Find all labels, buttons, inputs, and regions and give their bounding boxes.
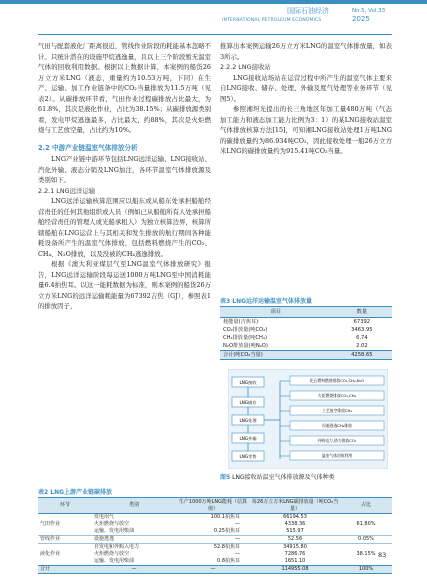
table-header: 项目 (220, 307, 332, 318)
svg-text:LNG零售: LNG零售 (239, 454, 257, 459)
subsection-heading: 2.2.2 LNG接收站 (220, 63, 271, 71)
stage-lng-processing (232, 415, 264, 425)
year-label: 2025 (352, 15, 370, 23)
table-header: 生产1000万吨LNG能耗（估算值） (176, 498, 250, 514)
table-total-row (38, 566, 392, 574)
figure-caption-text: LNG接收站温室气体排放源及气体种类 (232, 474, 335, 481)
svg-text:化石燃料燃烧排放CO₂,CH₄,N₂O: 化石燃料燃烧排放CO₂,CH₄,N₂O (309, 378, 365, 384)
left-column (38, 41, 211, 312)
journal-title: 国际石油经济 (287, 7, 329, 15)
paragraph: 推算出本案例运输26万立方米LNG的温室气体排放量，如表3所示。 (220, 42, 392, 61)
table-cell: 气田作业 (38, 514, 92, 536)
paragraph: 气田与配套液化厂距离很近，管线作业阶段的耗能基本忽略不计。只统计潜在的设施甲烷逃逸量，且以上三个阶段暂无温室气体的回收利用数据。根据以上数据计算，本案例的船货26万立方米LNG（液态，重量约为10.53万吨，下同）在生产、运输、加工作业链条中的CO₂当量排放为11.5万吨（见表2）。从碳排放环节看，气田作业过程碳排放占比最大，为61.8%，其次是液化作业，占比为38.15%；从碳排放源类别看，发电甲烷逃逸最多，占比最大，约88%，其次是火炬燃烧与工艺放空量，占比约为10%。 (38, 42, 211, 134)
table-cell: 自发电和外购入电力 (92, 544, 176, 552)
table-row (38, 544, 392, 552)
table-cell: 38.15% (340, 544, 392, 566)
table-cell: 设施逃逸 (92, 536, 176, 544)
table-header: 数量 (332, 307, 392, 318)
table-cell: 4258.65 (332, 351, 392, 360)
table-cell: 液化作业 (38, 544, 92, 566)
table-header: 占比 (340, 498, 392, 514)
svg-text:温室气体回收利用: 温室气体回收利用 (321, 453, 353, 459)
svg-text:LNG储存: LNG储存 (239, 400, 257, 405)
stage-lng-export (232, 433, 264, 443)
table-cell: — (235, 521, 240, 527)
table-row (220, 318, 392, 327)
table-cell: 0.25拍焦耳 (213, 528, 240, 534)
table-cell: 0.8拍焦耳 (217, 558, 240, 564)
table2-caption: 表2 LNG上游产业链碳排放 (38, 489, 113, 496)
table-cell: — (176, 536, 250, 544)
right-column (220, 41, 392, 157)
table-cell: 运输、发电用柴油 (94, 558, 135, 564)
table-cell: 4338.36 (284, 521, 306, 527)
table3-caption: 表3 LNG远洋运输温室气体排放量 (220, 298, 313, 305)
header-rule (38, 34, 392, 35)
table-cell: 100% (340, 566, 392, 574)
table2 (38, 497, 392, 574)
table-cell: 61.80% (340, 514, 392, 536)
table-row (38, 528, 392, 536)
table-cell: 0.05% (340, 536, 392, 544)
table-cell: 1651.10 (284, 558, 306, 564)
table-cell: 火炬燃烧与放空 (94, 521, 130, 527)
table3 (220, 306, 392, 360)
page-number: 83 (378, 551, 387, 559)
figure5-caption (220, 472, 335, 481)
table-row (38, 514, 392, 522)
table-row (220, 326, 392, 334)
table-cell: — (92, 566, 176, 574)
table-cell: CH₄排放量(吨CH₄) (223, 335, 268, 341)
table-cell: 6.74 (356, 335, 368, 341)
table-cell: N₂O排放量(吨N₂O) (223, 343, 268, 349)
table-cell: 52.56 (250, 536, 340, 544)
table-cell: 66194.53 (250, 514, 340, 522)
paragraph: 参照湘坦光提出的长三角地区年加工量480万吨（气态加工能力和液态加工能力比例为3：1）的某LNG接收站温室气体排放核算方法[15]，可知湘LNG接收站处理1万吨LNG的碳排放量约为86.934吨CO₂，因此接收处理一船26万立方米LNG的碳排放量约为915.41吨CO₂当量。 (220, 105, 392, 155)
table-total-row (220, 351, 392, 360)
emission-source-recovery (280, 451, 384, 460)
svg-text:火炬燃烧排放CO₂,CH₄: 火炬燃烧排放CO₂,CH₄ (317, 393, 357, 399)
table-cell: 52.8拍焦耳 (176, 544, 250, 552)
table-cell: 合计(吨CO₂当量) (220, 351, 332, 360)
stage-lng-receive (232, 377, 264, 387)
table-cell: 管线作业 (38, 536, 92, 544)
table-cell: 2.02 (356, 343, 368, 349)
table-cell: 合计 (38, 566, 92, 574)
table-cell: 67392 (353, 319, 371, 325)
table-cell: 运输、发电用柴油 (94, 528, 135, 534)
table-cell: 火炬燃烧与放空 (94, 551, 130, 557)
paragraph: LNG远洋运输核算范围应以船东或从船东处承担船舶经营责任的任何其他组织或人员（例如已从船舶所有人处承担船舶经营责任的管理人或光船承租人）为独立核算边界，核算所辖船舶在LNG运营上与其相关和发生排放的航行期间各种能耗设备所产生的温室气体排放，包括燃料燃烧产生的CO₂、CH₄、N₂O排放，以及没被的CH₄逃逸排放。 (38, 197, 211, 258)
table-row (38, 521, 392, 528)
table-cell: — (176, 566, 250, 574)
paragraph: 根据《澳大利亚煤层气至LNG温室气体排放研究》报告，LNG远洋运输阶段每运送1000万吨LNG至中国消耗能量6.4拍焦耳。以这一能耗数据为标准，则本案例的船货26万立方米LNG的远洋运输耗能量为67392吉焦（GJ），参照表1的排放因子， (38, 260, 211, 310)
table-cell: — (235, 551, 240, 557)
subsection-heading: 2.2.1 LNG远洋运输 (38, 186, 96, 195)
emission-source-purchased-power (280, 436, 384, 445)
paragraph: LNG接收站场站在运营过程中所产生的温室气体主要来自LNG接收、储存、处理、外输及度气处理等业务环节（见图5）。 (220, 73, 392, 103)
journal-english-title: INTERNATIONAL PETROLEUM ECONOMICS (222, 18, 322, 23)
table-row (38, 551, 392, 558)
emission-source-venting (280, 406, 384, 415)
stage-lng-storage (232, 397, 264, 407)
figure5-diagram (228, 369, 388, 469)
svg-text:LNG处理: LNG处理 (239, 418, 257, 423)
table-header: 环节 (38, 498, 92, 514)
table-cell: 7286.76 (284, 551, 306, 557)
table-row (220, 334, 392, 342)
table-header: 类别 (92, 498, 176, 514)
svg-text:LNG外输: LNG外输 (239, 436, 257, 441)
header-color-bar (0, 0, 427, 4)
emission-source-fuel (280, 376, 384, 385)
table-cell: 耗能量(吉焦耳) (223, 319, 259, 325)
table-cell: 515.97 (286, 528, 304, 534)
table-header: 每26万立方米LNG碳排放量（吨CO₂当量） (251, 499, 339, 512)
emission-source-leakage (280, 421, 384, 430)
table-cell: 34915.80 (250, 544, 340, 552)
stage-lng-retail (232, 451, 264, 461)
table-row (38, 558, 392, 566)
volume-label: No.5, Vol.33 (352, 8, 386, 14)
table-cell: 3463.95 (351, 327, 373, 333)
table-cell: 100.1拍焦耳 (176, 514, 250, 522)
table-cell: 发电用气 (92, 514, 176, 522)
journal-issue (352, 7, 385, 23)
figure-label: 图5 (220, 474, 231, 481)
paragraph: LNG产业链中游环节包括LNG远洋运输、LNG接收站、汽化外输、液态分销及LNG加注，各环节温室气体排放源及类别如下。 (38, 155, 211, 184)
svg-text:工艺放空排放CH₄: 工艺放空排放CH₄ (322, 408, 352, 414)
svg-text:LNG接收: LNG接收 (239, 380, 257, 385)
svg-text:外购电力,热力排放CO₂: 外购电力,热力排放CO₂ (317, 438, 357, 444)
table-cell: CO₂排放量(吨CO₂) (223, 327, 268, 333)
table-cell: 114955.08 (250, 566, 340, 574)
emission-source-flare (280, 391, 384, 400)
section-heading: 2.2 中游产业链温室气体排放分析 (38, 143, 138, 152)
svg-text:设施逃逸CH₄排放: 设施逃逸CH₄排放 (322, 423, 352, 429)
table-row (38, 536, 392, 544)
table-row (220, 342, 392, 351)
